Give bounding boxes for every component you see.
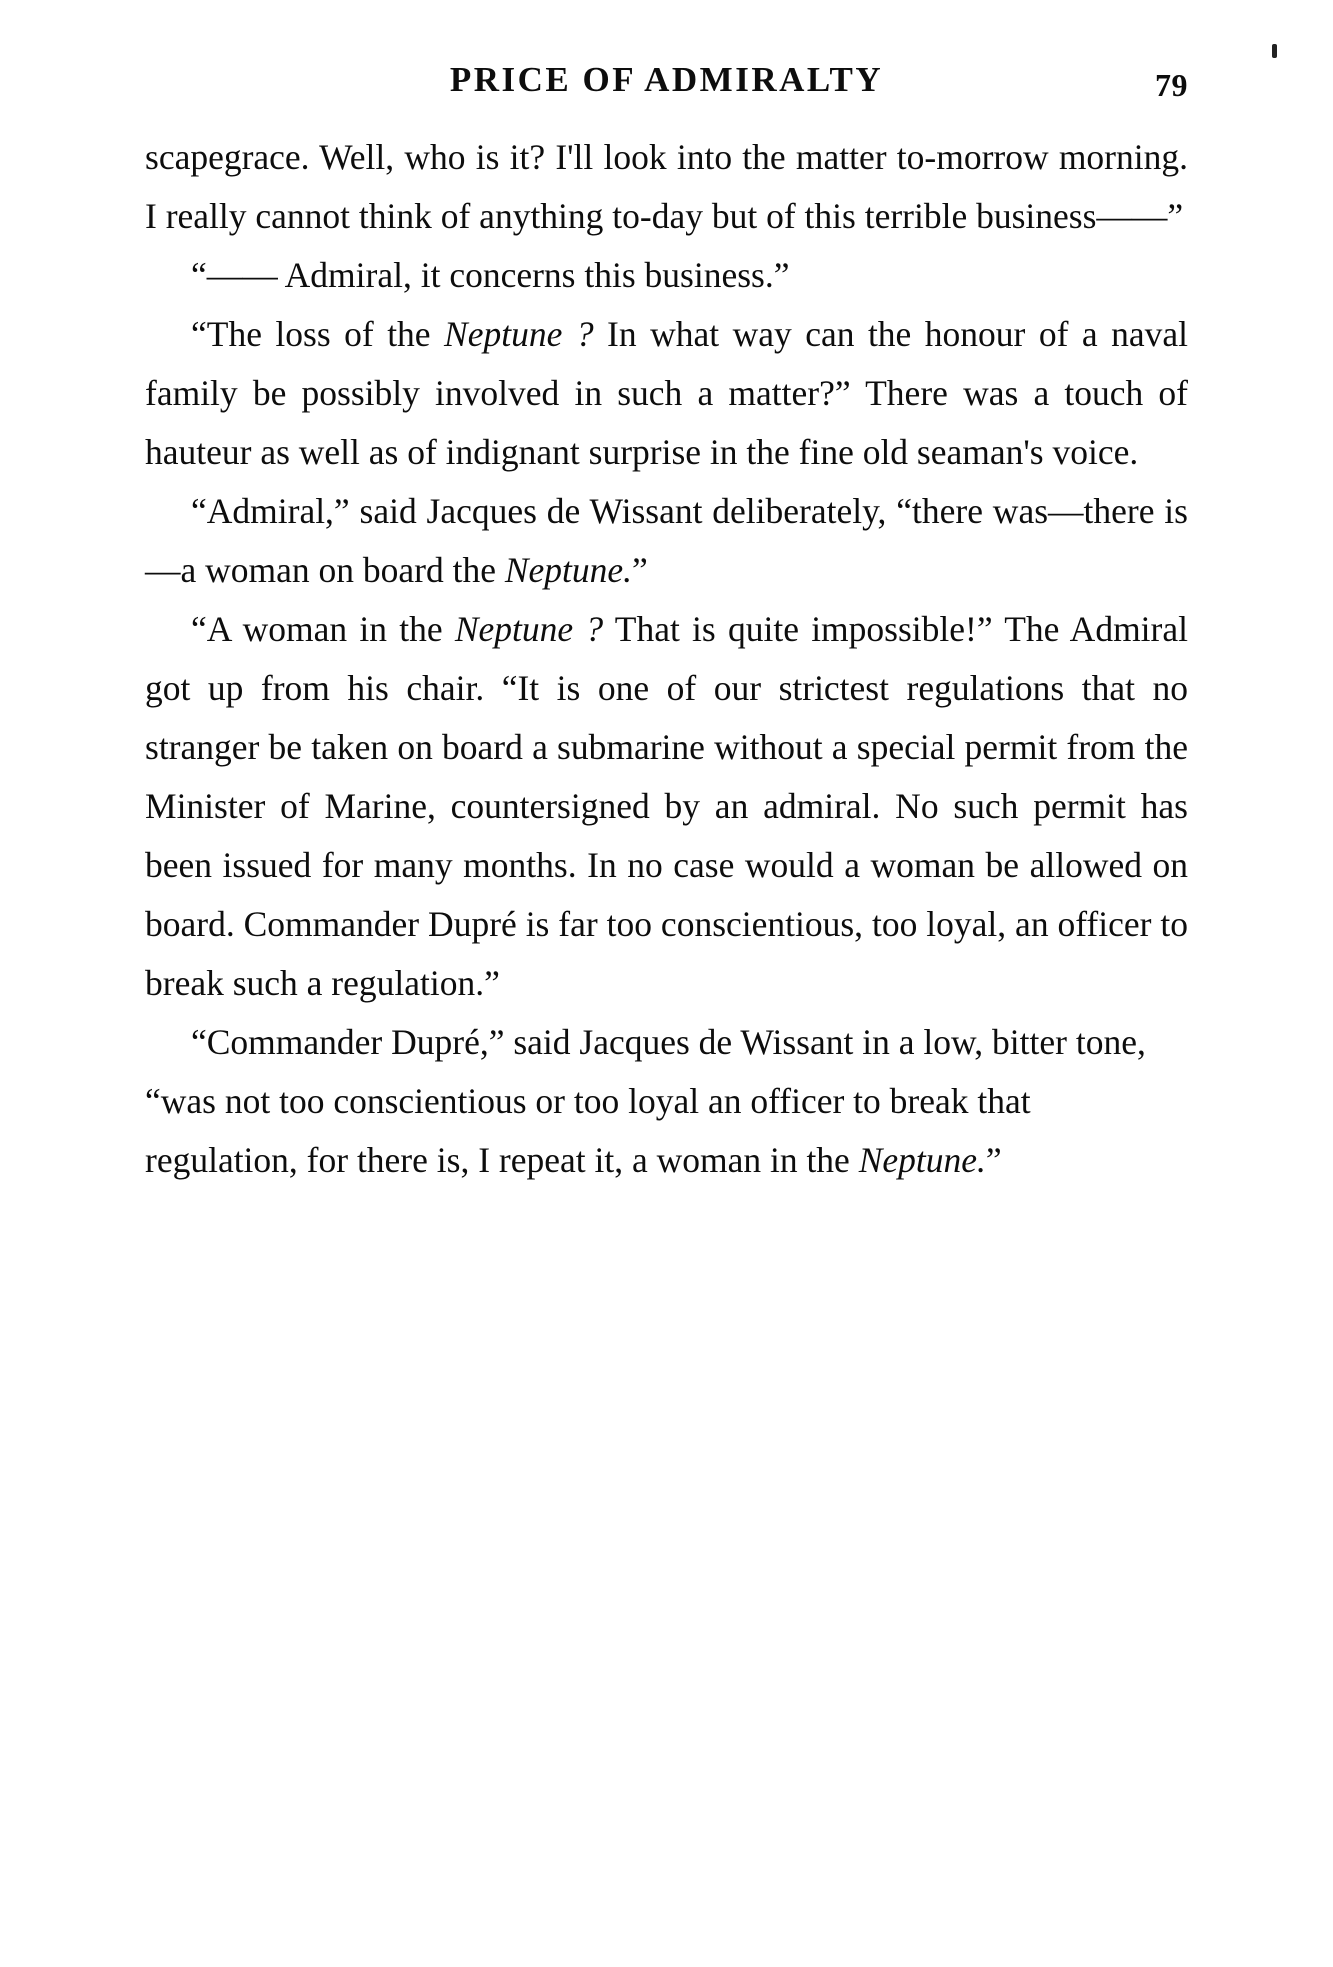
running-head bbox=[145, 60, 1188, 106]
paragraph bbox=[145, 600, 1188, 1013]
page-speck bbox=[1272, 44, 1277, 58]
italic-phrase: Neptune. bbox=[504, 550, 633, 590]
paragraph bbox=[145, 1013, 1188, 1190]
text-run: “The loss of the bbox=[191, 314, 445, 354]
text-run: In what way can the honour of a naval family be possibly involved in such a matter?” There was a touch of hauteur as well as of indignant surprise in the fine old seaman's voice. bbox=[145, 314, 1188, 472]
paragraph bbox=[145, 482, 1188, 600]
body-text bbox=[145, 128, 1188, 1190]
page-title: PRICE OF ADMIRALTY bbox=[449, 60, 884, 99]
page-number: 79 bbox=[1155, 67, 1188, 103]
italic-phrase: Neptune ? bbox=[454, 609, 604, 649]
text-run: ” bbox=[985, 1140, 1002, 1180]
text-run: That is quite impossible!” The Admiral got up from his chair. “It is one of our strictest regulations that no stranger be taken on board a submarine without a special permit from the Minister of Marine, countersigned by an admiral. No such permit has been issued for many months. In no case would a woman be allowed on board. Commander Dupré is far too conscientious, too loyal, an officer to break such a regulation.” bbox=[145, 609, 1188, 1003]
text-run: “A woman in the bbox=[191, 609, 455, 649]
paragraph bbox=[145, 305, 1188, 482]
paragraph: “—— Admiral, it concerns this business.” bbox=[191, 255, 790, 295]
italic-phrase: Neptune ? bbox=[444, 314, 594, 354]
text-run: “Admiral,” said Jacques de Wissant deliberately, “there was—there is—a woman on board the bbox=[145, 491, 1188, 590]
text-run: ” bbox=[632, 550, 648, 590]
italic-phrase: Neptune. bbox=[858, 1140, 986, 1180]
text-run: “Commander Dupré,” said Jacques de Wissant in a low, bitter tone, “was not too conscientious or too loyal an officer to break that regulation, for there is, I repeat it, a woman in the bbox=[145, 1022, 1146, 1180]
paragraph: scapegrace. Well, who is it? I'll look into the matter to-morrow morning. I really cannot think of anything to-day but of this terrible business——” bbox=[145, 137, 1188, 236]
